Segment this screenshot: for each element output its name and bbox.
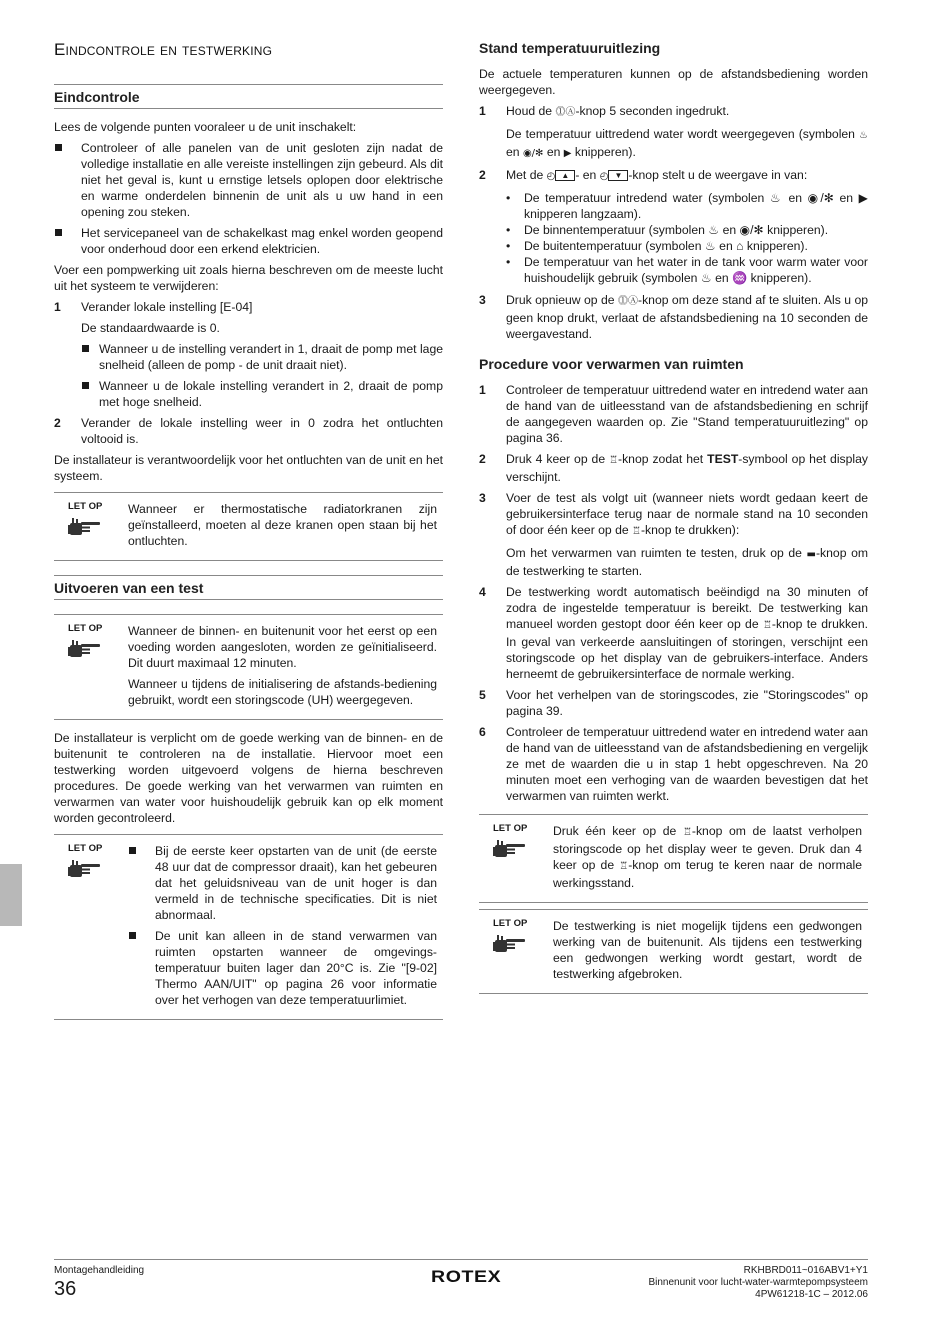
- subheading-procedure: Procedure voor verwarmen van ruimten: [479, 356, 744, 372]
- step-number: 5: [479, 688, 486, 702]
- procedure-step-3: 3 Voer de test als volgt uit (wanneer niets wordt gedaan keert de gebruikersinterface terug naar de normale stand na 10 seconden of door één keer op de ♖-knop te drukken): Om het verwarmen van ruimten te testen, druk op de ▬-knop om de testwerking te starten.: [479, 491, 868, 578]
- readout-item: • De temperatuur van het water in de tank voor warm water voor huishoudelijk gebruik (symbolen ♨ en ♒ knipperen).: [506, 254, 868, 286]
- section-heading-eindcontrole: Eindcontrole: [54, 84, 443, 109]
- readout-item: • De binnentemperatuur (symbolen ♨ en ◉/✻ knipperen).: [506, 222, 868, 238]
- readout-item: • De temperatuur intredend water (symbolen ♨ en ◉/✻ en ▶ knipperen langzaam).: [506, 190, 868, 222]
- stand-step-2: 2 Met de ◴ ▲ - en ◴ ▼ -knop stelt u de weergave in van: • De temperatuur intredend water (symbolen ♨ en ◉/✻ en ▶ knipperen langzaam). • De binnentemperatuur (symbolen ♨ en ◉/✻ knipperen). • De buitentemperatuur (symbolen ♨ en ⌂ knipperen). • De temperatuur van het water in de tank voor warm water voor huishoudelijk gebruik (symbolen ♨ en ♒ knipperen).: [479, 167, 868, 286]
- note-label: LET OP: [68, 623, 103, 634]
- note-label: LET OP: [68, 501, 103, 512]
- readout-item: • De buitentemperatuur (symbolen ♨ en ⌂ knipperen).: [506, 238, 868, 254]
- footer-right: [648, 1265, 868, 1301]
- test-button-icon: ♖: [682, 827, 692, 838]
- check-item: Controleer of alle panelen van de unit gesloten zijn nadat de volledige installatie en alle vereiste instellingen zijn gebeurd. Als dit niet het geval is, kunt u ernstige letsels oplopen door elektrische en warme onderdelen binnenin de unit als u uw hand in een opening zou steken.: [54, 140, 443, 220]
- right-column: [479, 40, 868, 1004]
- doc-code: 4PW61218-1C – 2012.06: [755, 1289, 868, 1300]
- down-key: ▼: [608, 170, 628, 181]
- step-number: 4: [479, 585, 486, 599]
- doc-type: Montagehandleiding: [54, 1265, 145, 1276]
- left-column: [54, 38, 443, 1030]
- clock-icon: ◴: [546, 171, 556, 182]
- note-item: De unit kan alleen in de stand verwarmen van ruimten opstarten wanneer de omgevings-temperatuur buiten lager dan 20°C is. Zie "[9-02] Thermo AAN/UIT" op pagina 26 voor informatie over het verhogen van deze temperatuurlimiet.: [128, 928, 437, 1008]
- step-number: 1: [479, 383, 486, 397]
- stand-step-1: 1 Houd de ⓵Ⓐ-knop 5 seconden ingedrukt. De temperatuur uittredend water wordt weergegeven (symbolen ♨ en ◉/✻ en ▶ knipperen).: [479, 104, 868, 159]
- pointing-hand-icon: [68, 639, 102, 659]
- readout-button-icon: ⓵Ⓐ: [555, 107, 576, 118]
- heat-cool-icon: ◉/✻: [522, 148, 544, 159]
- pointing-hand-icon: [493, 934, 527, 954]
- step-option: Wanneer u de lokale instelling verandert in 2, draait de pomp met hoge snelheid.: [81, 378, 443, 410]
- step-text: Verander de lokale instelling weer in 0 zodra het ontluchten voltooid is.: [81, 416, 443, 446]
- stand-step-3: 3 Druk opnieuw op de ⓵Ⓐ-knop om deze stand af te sluiten. Als u op geen knop drukt, verlaat de afstandsbediening na 10 seconden de weergavestand.: [479, 293, 869, 341]
- test-body: De installateur is verplicht om de goede werking van de binnen- en de buitenunit te controleren na de installatie. Hiervoor moet een testwerking worden uitgevoerd volgens de hierna beschreven procedures. De goede werking van het verwarmen van ruimten en verwarmen van water voor huishoudelijk gebruik kan op elk moment worden gecontroleerd.: [54, 731, 443, 825]
- note-text: Wanneer de binnen- en buitenunit voor het eerst op een voeding worden aangesloten, worden ze geïnitialiseerd. Dit duurt maximaal 12 minuten.: [128, 624, 437, 670]
- section-heading-test: Uitvoeren van een test: [54, 575, 443, 600]
- step-option: Wanneer u de instelling verandert in 1, draait de pomp met lage snelheid (alleen de pomp - de unit draait niet).: [81, 341, 443, 373]
- note-box: [479, 909, 868, 994]
- note-text: Wanneer er thermostatische radiatorkranen zijn geïnstalleerd, moeten al deze kranen open staan bij het ontluchten.: [128, 502, 437, 548]
- step-number: 2: [54, 416, 61, 430]
- step-number: 2: [479, 452, 486, 466]
- test-button-icon: ♖: [619, 861, 629, 872]
- procedure-step-4: 4 De testwerking wordt automatisch beëindigd na 30 minuten of zodra de ingestelde temperatuur is bereikt. De testwerking kan manueel worden gestopt door één keer op de ♖-knop te drukken. In geval van verkeerde aansluitingen of storingen, verschijnt een storingscode op het display van de gebruikers-interface. Anders herneemt de gebruikersinterface de normale werking.: [479, 585, 868, 681]
- note-box: LET OP Druk één keer op de ♖-knop om de laatst verholpen storingscode op het display weer te geven. Druk dan 4 keer op de ♖-knop om terug te keren naar de normale werkingsstand.: [479, 814, 868, 903]
- outlet-icon: ▶: [563, 148, 572, 159]
- pump-step-1: [54, 299, 443, 410]
- stand-intro: De actuele temperaturen kunnen op de afstandsbediening worden weergegeven.: [479, 67, 868, 97]
- responsibility-text: De installateur is verantwoordelijk voor het ontluchten van de unit en het systeem.: [54, 453, 443, 483]
- step-number: 3: [479, 491, 486, 505]
- note-label: LET OP: [493, 918, 528, 929]
- step-number: 2: [479, 168, 486, 182]
- note-item: Bij de eerste keer opstarten van de unit (de eerste 48 uur dat de compressor draait), kan het gebeuren dat het geluidsniveau van de unit hoger is dan vermeld in de technische specificaties. Dit is niet abnormaal.: [128, 843, 437, 923]
- clock-icon: ◴: [599, 171, 609, 182]
- step-number: 6: [479, 725, 486, 739]
- water-icon: ♨: [859, 130, 868, 141]
- check-item: Het servicepaneel van de schakelkast mag enkel worden geopend voor onderhoud door een erkend elektricien.: [54, 225, 443, 257]
- test-button-icon: ♖: [609, 455, 619, 466]
- model-code: RKHBRD011~016ABV1+Y1: [743, 1265, 868, 1276]
- note-box: [54, 492, 443, 561]
- pointing-hand-icon: [68, 517, 102, 537]
- pointing-hand-icon: [68, 859, 102, 879]
- procedure-step-6: 6 Controleer de temperatuur uittredend water en intredend water aan de hand van de uitleesstand van de afstandsbediening en vergelijk ze met de waarden die u in stap 1 hebt opgeschreven. Na 20 minuten moet een verhoging van de waarden bevestigen dat het verwarmen van ruimten werkt.: [479, 725, 868, 803]
- product-description: Binnenunit voor lucht-water-warmtepompsysteem: [648, 1277, 868, 1288]
- step-number: 3: [479, 293, 486, 307]
- procedure-step-5: 5 Voor het verhelpen van de storingscodes, zie "Storingscodes" op pagina 39.: [479, 688, 868, 718]
- note-box: [54, 834, 443, 1020]
- footer-divider: [54, 1259, 868, 1260]
- chapter-tab: [0, 864, 22, 926]
- page-number: 36: [54, 1278, 77, 1300]
- pump-intro: Voer een pompwerking uit zoals hierna beschreven om de meeste lucht uit het systeem te verwijderen:: [54, 263, 443, 293]
- readout-list: [506, 190, 868, 286]
- step-number: 1: [479, 104, 486, 118]
- page-title: Eindcontrole en testwerking: [54, 40, 273, 59]
- footer-left: [54, 1265, 144, 1300]
- pointing-hand-icon: [493, 839, 527, 859]
- note-text: Wanneer u tijdens de initialisering de afstands-bediening gebruikt, wordt een storingscode (UH) weergegeven.: [128, 677, 437, 707]
- step-text: Verander lokale instelling [E-04]: [81, 300, 253, 314]
- note-box: [54, 614, 443, 720]
- step-default: De standaardwaarde is 0.: [81, 321, 220, 335]
- pump-step-2: [54, 415, 443, 447]
- procedure-step-2: 2 Druk 4 keer op de ♖-knop zodat het TEST-symbool op het display verschijnt.: [479, 452, 868, 484]
- step-number: 1: [54, 300, 61, 314]
- note-label: LET OP: [493, 823, 528, 834]
- note-label: LET OP: [68, 843, 103, 854]
- rotex-logo: ROTEX: [431, 1267, 502, 1286]
- procedure-step-1: 1 Controleer de temperatuur uittredend water en intredend water aan de hand van de uitleesstand van de afstandsbediening en schrijf de aangegeven waarden op. Zie "Stand temperatuuruitlezing" op pagina 36.: [479, 383, 868, 445]
- space-heating-button-icon: ▬: [806, 549, 816, 560]
- note-text: De testwerking is niet mogelijk tijdens een gedwongen werking van de buitenunit. Als tijdens een testwerking een gedwongen werking wordt gestart, wordt de testwerking afgebroken.: [553, 919, 862, 981]
- readout-button-icon: ⓵Ⓐ: [617, 296, 639, 307]
- eindcontrole-intro: Lees de volgende punten vooraleer u de unit inschakelt:: [54, 120, 357, 134]
- up-key: ▲: [555, 170, 575, 181]
- test-button-icon: ♖: [762, 620, 772, 631]
- test-button-icon: ♖: [632, 526, 641, 537]
- subheading-stand: Stand temperatuuruitlezing: [479, 40, 661, 56]
